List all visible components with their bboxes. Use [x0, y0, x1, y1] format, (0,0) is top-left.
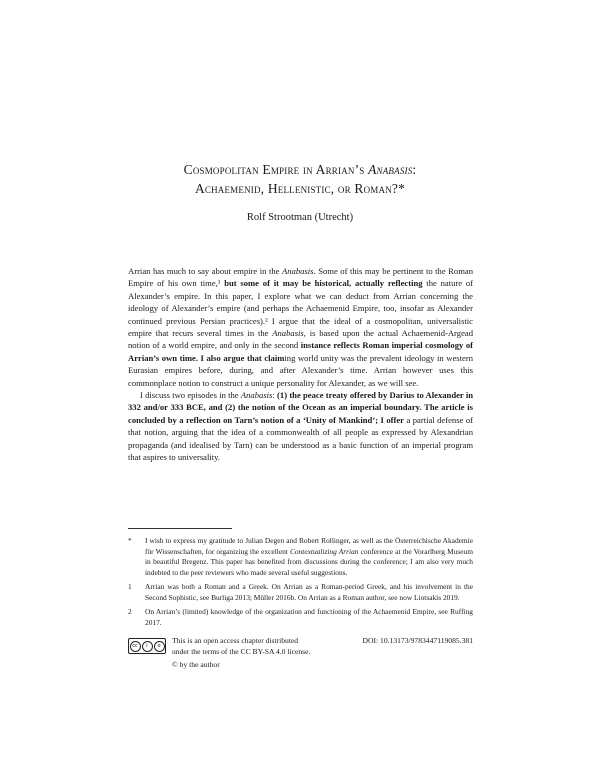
text-run: Anabasis [282, 266, 314, 276]
text-run: . Some of this may be pertinent to the Roman Empire of his own time,¹ [128, 266, 474, 289]
footnote-separator [128, 528, 232, 529]
title-italic-anabasis: Anabasis [368, 162, 413, 177]
body-paragraph [128, 265, 473, 389]
footnote-text [145, 582, 473, 603]
text-run: the nature of Alexander’s empire. In this paper, I explore what we can deduct from Arrian concerning the ideology of Alexander’s empire (and perhaps the Achaemenid Empire, too, insofar as Alexander continued previous Persian practices).² I argue that the ideal of a cosmopolitan, universalistic empire that recurs several times in the [128, 278, 473, 339]
footnote-text [145, 607, 473, 628]
text-run: instance reflects Roman imperial cosmology of Arrian’s own time. I also argue that claim [128, 340, 473, 363]
body-paragraph [128, 389, 473, 463]
cc-by-sa-icon: cc i o [128, 638, 166, 654]
text-run: but some of it may be historical, actually reflecting [224, 278, 423, 289]
footnote-text [145, 536, 473, 578]
copyright: © by the author [172, 660, 220, 669]
footnote-marker: 1 [128, 582, 132, 591]
text-run: ing world unity was the prevalent ideology in western Eurasian empires before, during, and after Alexander’s time. Arrian however uses this commonplace notion to construct a unique personality for Alexander, as we will see. [128, 352, 474, 388]
text-run: : [272, 390, 278, 401]
text-run: Arrian was both a Roman and a Greek. On Arrian as a Roman-period Greek, and his involvement in the Second Sophistic, see Burliga 2013; Müller 2016b. On Arrian as a Roman author, see now Liotsakis 2019. [145, 582, 473, 602]
text-run: Anabasis [240, 390, 273, 401]
footnote [128, 536, 473, 578]
author-affiliation: Rolf Strootman (Utrecht) [246, 212, 354, 223]
text-run: Arrian has much to say about empire in the [128, 266, 282, 276]
text-run: the Vorarlberg Museum in beautiful Bregenz. This paper has benefited from discussions during the conference; I am also very much indebted to the peer reviewers who made several useful suggestions. [145, 546, 473, 577]
body-text [128, 265, 473, 464]
title-line-2: Achaemenid, Hellenistic, or Roman?* [194, 181, 406, 196]
text-run: , is based upon the actual Achaemenid-Argead notion of a world empire, and only in the second [128, 328, 473, 351]
footnote [128, 607, 473, 628]
text-run: I wish to express my gratitude to Julian Degen and Robert Rollinger, as well as the Österreichische [145, 536, 443, 545]
text-run: Contextualizing Arrian [289, 546, 359, 556]
text-run: conference at [358, 546, 403, 556]
footnotes [128, 536, 473, 632]
paper-title [120, 160, 480, 198]
title-line-1: Cosmopolitan Empire in Arrian’s Anabasis: [183, 162, 417, 177]
text-run: Anabasis [272, 328, 304, 339]
license-line-2: under the terms of the CC BY-SA 4.0 license. [172, 646, 311, 656]
doi: DOI: 10.13173/9783447119085.381 [362, 636, 473, 645]
text-run: Akademie für Wissenschaften, for organizing the excellent [145, 536, 473, 556]
footnote-marker: 2 [128, 607, 132, 616]
text-run: (1) the peace treaty offered by Darius to Alexander in 332 and/or 333 BCE, and (2) the notion of the Ocean as an imperial boundary. The article is concluded by a reflection on Tarn’s notion of a ‘Unity of Mankind’; I offer [128, 390, 473, 425]
footnote-marker: * [128, 536, 132, 545]
license-notice [172, 636, 312, 657]
footnote [128, 582, 473, 603]
text-run: a partial defense of that notion, arguing that the idea of a commonwealth of all people as expressed by Alexandrian propaganda (and idealised by Tarn) can be understood as a basic function of an imperial program that aspires to universality. [128, 414, 473, 463]
license-line-1: This is an open access chapter distributed [172, 636, 299, 645]
text-run: On Arrian’s (limited) knowledge of the organization and functioning of the Achaemenid Empire, see Ruffing 2017. [145, 607, 473, 627]
text-run: I discuss two episodes in the [140, 390, 241, 401]
